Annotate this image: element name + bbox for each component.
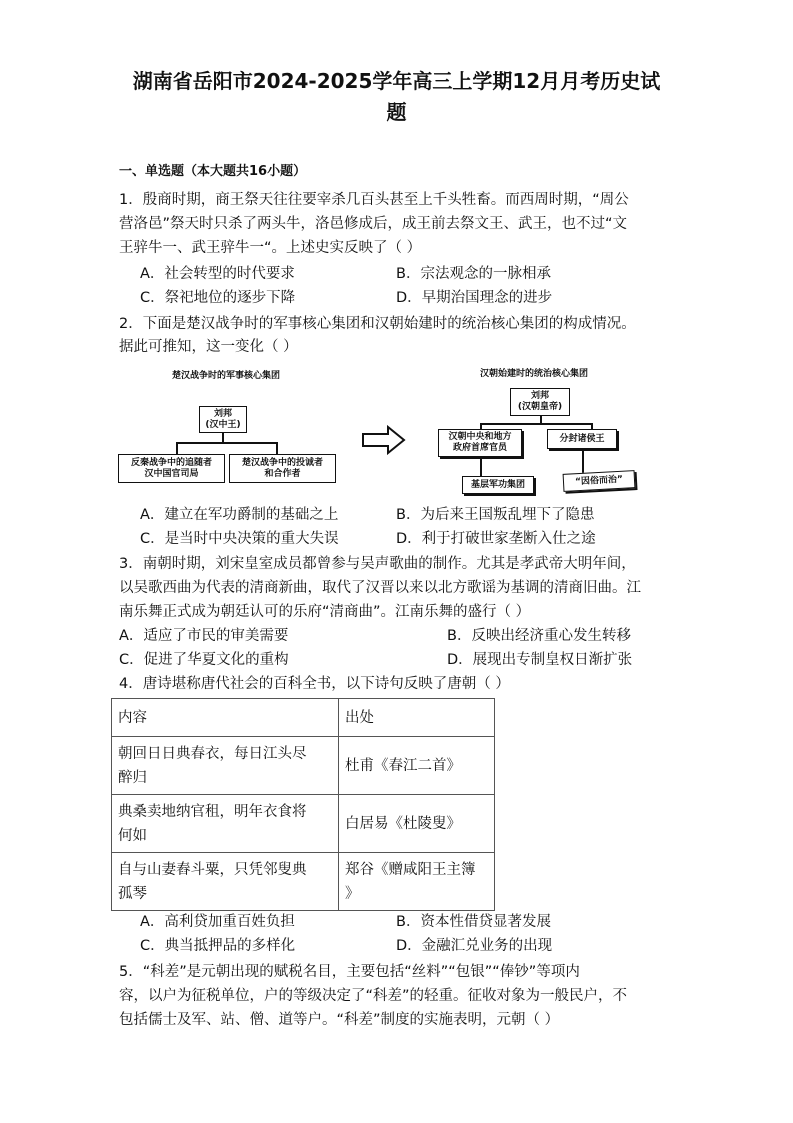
left-bottom-b-line-1: 楚汉战争中的投诚者 (241, 457, 323, 468)
q1-line-2: 营洛邑”祭天时只杀了两头牛，洛邑修成后，成王前去祭文王、武王，也不过“文 (119, 216, 628, 232)
section-heading: 一、单选题（本大题共16小题） (119, 164, 307, 179)
q1-option-b[interactable]: B．宗法观念的一脉相承 (396, 266, 551, 282)
left-top-line-1: 刘邦 (213, 408, 232, 419)
table-row (112, 795, 495, 853)
left-bottom-box-b (229, 454, 336, 483)
left-top-box (199, 406, 247, 433)
left-top-line-2: (汉中王) (205, 419, 241, 430)
q4-option-d[interactable]: D．金融汇兑业务的出现 (396, 938, 553, 954)
left-bottom-a-line-2: 汉中国官司局 (144, 468, 199, 479)
table-cell-content (112, 737, 339, 795)
connector (176, 442, 178, 454)
q4-option-c[interactable]: C．典当抵押品的多样化 (140, 938, 296, 954)
right-top-line-1: 刘邦 (530, 391, 549, 401)
table-cell-source: 杜甫《春江二首》 (339, 737, 495, 795)
left-bottom-box-a (118, 454, 225, 483)
left-diagram-title: 楚汉战争时的军事核心集团 (172, 371, 281, 381)
page-title (100, 66, 693, 128)
cell-line: 郑谷《赠咸阳王主簿 (345, 861, 476, 878)
q4-table (111, 698, 495, 911)
cell-line: 何如 (118, 827, 147, 844)
table-header-source: 出处 (339, 699, 495, 737)
q4-option-a[interactable]: A．高利贷加重百姓负担 (140, 914, 295, 930)
q5-line-3: 包括儒士及军、站、僧、道等户。“科差”制度的实施表明，元朝（ ） (119, 1012, 560, 1028)
right-top-box (510, 388, 570, 416)
right-side-box: 分封诸侯王 (547, 429, 617, 449)
cell-line: 典桑卖地纳官租，明年衣食将 (118, 803, 307, 820)
right-mid-line-2: 政府首席官员 (452, 443, 507, 453)
table-cell-content (112, 853, 339, 911)
q2-option-c[interactable]: C．是当时中央决策的重大失误 (140, 531, 339, 547)
left-bottom-b-line-2: 和合作者 (264, 468, 301, 479)
q3-line-3: 南乐舞正式成为朝廷认可的乐府“清商曲”。江南乐舞的盛行（ ） (119, 604, 531, 620)
q2-line-2: 据此可推知，这一变化（ ） (119, 339, 298, 355)
connector (582, 449, 584, 473)
right-arrow-icon (362, 425, 406, 455)
right-top-line-2: (汉朝皇帝) (517, 402, 563, 412)
table-header-row (112, 699, 495, 737)
q5-line-2: 容，以户为征税单位，户的等级决定了“科差”的轻重。征收对象为一般民户，不 (119, 988, 628, 1004)
right-diagram-title: 汉朝始建时的统治核心集团 (480, 369, 589, 379)
q3-option-d[interactable]: D．展现出专制皇权日渐扩张 (447, 652, 633, 668)
q4-option-b[interactable]: B．资本性借贷显著发展 (396, 914, 551, 930)
cell-line: 孤琴 (118, 885, 147, 902)
q2-option-d[interactable]: D．利于打破世家垄断入仕之途 (396, 531, 596, 547)
q1-line-3: 王骍牛一、武王骍牛一“。上述史实反映了（ ） (119, 240, 422, 256)
table-cell-source (339, 853, 495, 911)
q1-option-c[interactable]: C．祭祀地位的逐步下降 (140, 290, 296, 306)
connector (480, 457, 482, 476)
right-mid-box (438, 429, 522, 457)
cell-line: 》 (345, 885, 360, 902)
title-line-2: 题 (386, 100, 407, 124)
q1-option-d[interactable]: D．早期治国理念的进步 (396, 290, 553, 306)
connector (480, 423, 592, 425)
table-row (112, 853, 495, 911)
connector (176, 442, 277, 444)
table-row (112, 737, 495, 795)
table-header-content: 内容 (112, 699, 339, 737)
cell-line: 自与山妻舂斗粟，只凭邻叟典 (118, 861, 307, 878)
right-mid-line-1: 汉朝中央和地方 (448, 432, 512, 442)
q5-line-1: 5．“科差”是元朝出现的赋税名目，主要包括“丝料”“包银”“俸钞”等项内 (119, 964, 580, 980)
q3-line-2: 以吴歌西曲为代表的清商新曲，取代了汉晋以来以北方歌谣为基调的清商旧曲。江 (119, 580, 641, 596)
q3-option-c[interactable]: C．促进了华夏文化的重构 (119, 652, 289, 668)
right-side-bottom-box: “因俗而治” (563, 470, 636, 492)
q4-line-1: 4．唐诗堪称唐代社会的百科全书，以下诗句反映了唐朝（ ） (119, 676, 510, 692)
table-cell-content (112, 795, 339, 853)
cell-line: 醉归 (118, 769, 147, 786)
left-bottom-a-line-1: 反秦战争中的追随者 (130, 457, 212, 468)
q3-option-a[interactable]: A．适应了市民的审美需要 (119, 628, 289, 644)
title-line-1: 湖南省岳阳市2024-2025学年高三上学期12月月考历史试 (132, 69, 661, 93)
q1-option-a[interactable]: A．社会转型的时代要求 (140, 266, 295, 282)
q2-option-b[interactable]: B．为后来王国叛乱埋下了隐患 (396, 507, 595, 523)
right-bottom-box: 基层军功集团 (462, 476, 534, 494)
q1-line-1: 1．殷商时期，商王祭天往往要宰杀几百头甚至上千头牲畜。而西周时期，“周公 (119, 192, 629, 208)
q3-line-1: 3．南朝时期，刘宋皇室成员都曾参与吴声歌曲的制作。尤其是孝武帝大明年间， (119, 556, 636, 572)
q2-line-1: 2．下面是楚汉战争时的军事核心集团和汉朝始建时的统治核心集团的构成情况。 (119, 316, 636, 332)
connector (276, 442, 278, 454)
cell-line: 朝回日日典春衣，每日江头尽 (118, 745, 307, 762)
q2-option-a[interactable]: A．建立在军功爵制的基础之上 (140, 507, 339, 523)
table-cell-source: 白居易《杜陵叟》 (339, 795, 495, 853)
q3-option-b[interactable]: B．反映出经济重心发生转移 (447, 628, 631, 644)
